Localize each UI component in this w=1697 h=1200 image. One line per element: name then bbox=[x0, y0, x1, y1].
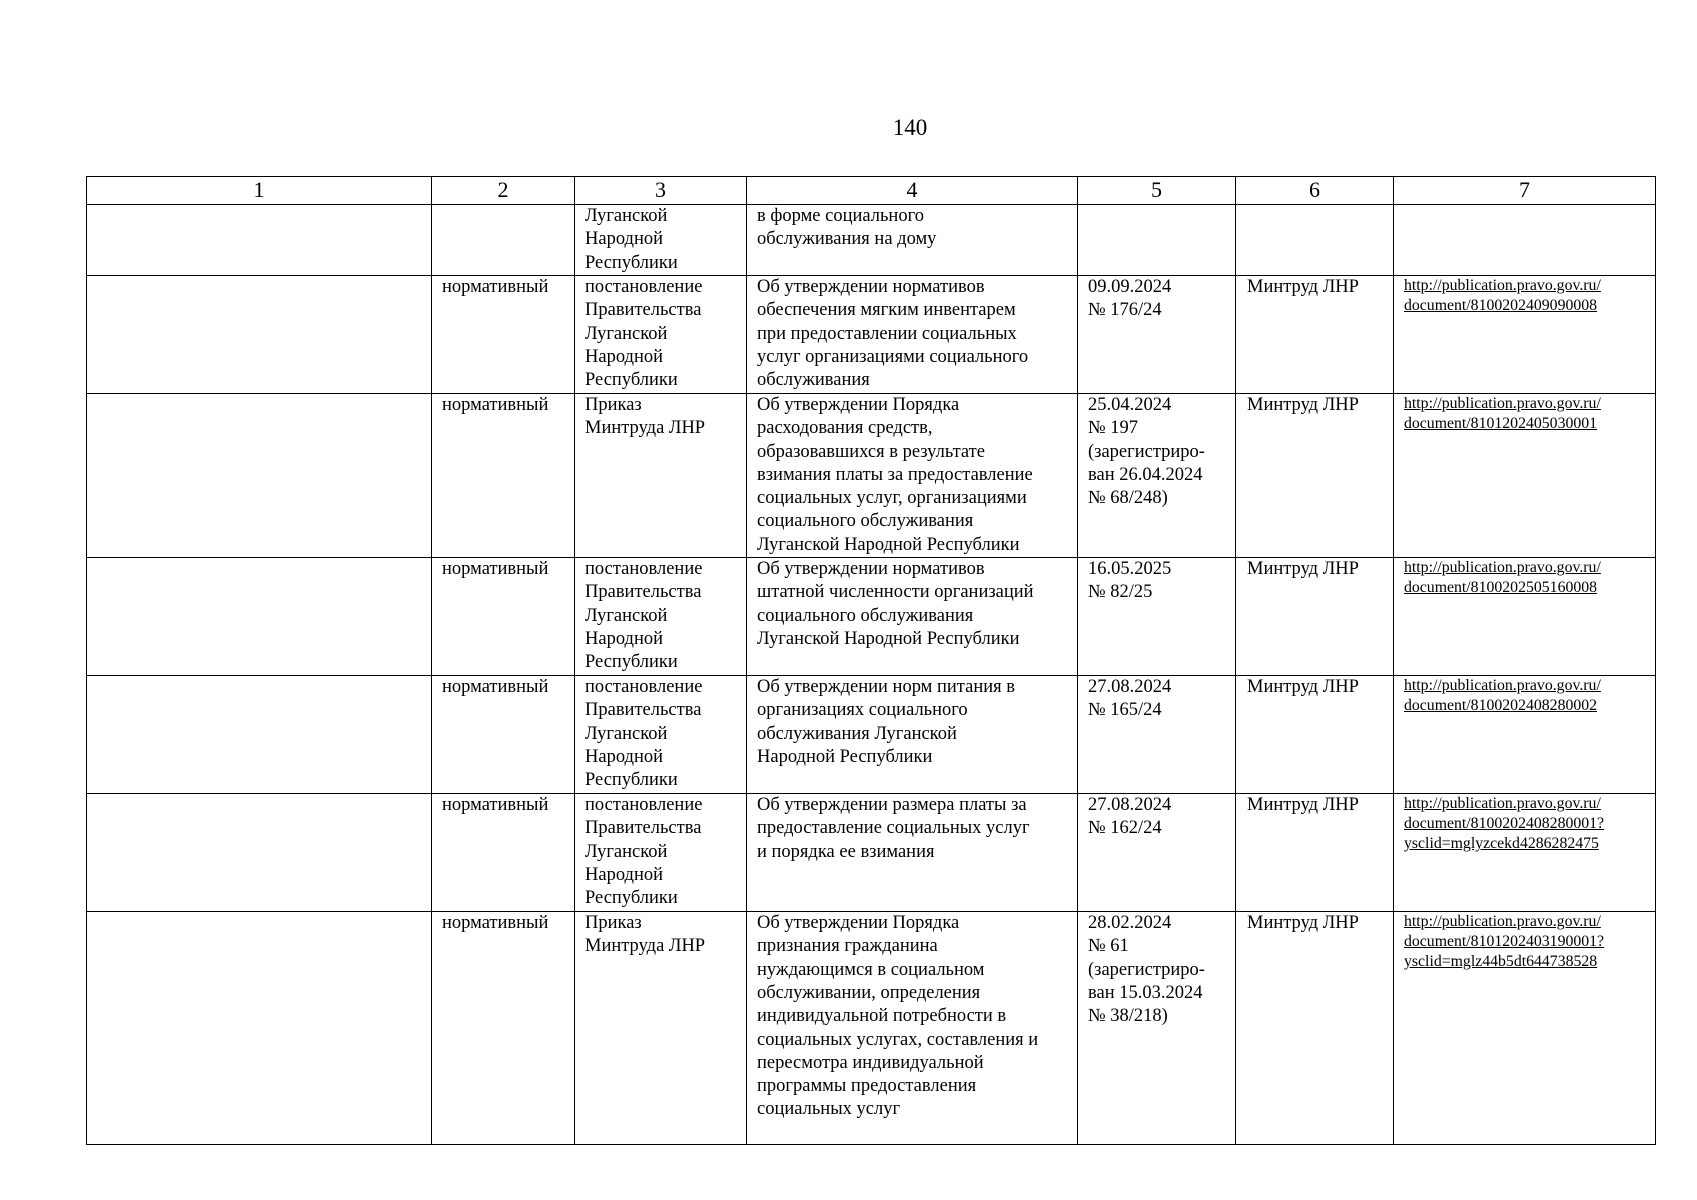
cell-link bbox=[1394, 394, 1656, 558]
cell-act-date-number: 27.08.2024 № 162/24 bbox=[1078, 794, 1236, 912]
cell-act-type: постановление Правительства Луганской Народной Республики bbox=[575, 558, 747, 676]
cell-authority bbox=[1236, 205, 1394, 276]
cell-act-kind bbox=[432, 205, 575, 276]
cell-col1 bbox=[87, 558, 432, 676]
cell-act-date-number: 16.05.2025 № 82/25 bbox=[1078, 558, 1236, 676]
cell-act-date-number: 28.02.2024 № 61 (зарегистриро- ван 15.03.2024 № 38/218) bbox=[1078, 912, 1236, 1145]
cell-act-title: Об утверждении Порядка признания гражданина нуждающимся в социальном обслуживании, определения индивидуальной потребности в социальных услугах, составления и пересмотра индивидуальной программы предоставления социальных услуг bbox=[747, 912, 1078, 1145]
publication-link[interactable]: http://publication.pravo.gov.ru/ document/8101202405030001 bbox=[1404, 395, 1601, 432]
cell-act-date-number: 09.09.2024 № 176/24 bbox=[1078, 276, 1236, 394]
cell-act-type: постановление Правительства Луганской Народной Республики bbox=[575, 794, 747, 912]
cell-link bbox=[1394, 794, 1656, 912]
table-row bbox=[87, 394, 1656, 558]
cell-col1 bbox=[87, 205, 432, 276]
column-header-1: 1 bbox=[87, 177, 432, 205]
cell-authority: Минтруд ЛНР bbox=[1236, 558, 1394, 676]
page-number: 140 bbox=[892, 115, 928, 140]
table-row bbox=[87, 912, 1656, 1145]
cell-col1 bbox=[87, 276, 432, 394]
cell-act-title: Об утверждении Порядка расходования средств, образовавшихся в результате взимания платы за предоставление социальных услуг, организациями социального обслуживания Луганской Народной Республики bbox=[747, 394, 1078, 558]
cell-act-type: Приказ Минтруда ЛНР bbox=[575, 394, 747, 558]
cell-link bbox=[1394, 205, 1656, 276]
cell-col1 bbox=[87, 676, 432, 794]
column-header-7: 7 bbox=[1394, 177, 1656, 205]
cell-act-kind: нормативный bbox=[432, 912, 575, 1145]
column-header-3: 3 bbox=[575, 177, 747, 205]
table-row bbox=[87, 794, 1656, 912]
legal-acts-table bbox=[86, 176, 1656, 1145]
cell-act-type: постановление Правительства Луганской Народной Республики bbox=[575, 676, 747, 794]
table-row bbox=[87, 558, 1656, 676]
cell-act-title: Об утверждении норм питания в организациях социального обслуживания Луганской Народной Республики bbox=[747, 676, 1078, 794]
table-row bbox=[87, 205, 1656, 276]
cell-act-kind: нормативный bbox=[432, 558, 575, 676]
column-header-6: 6 bbox=[1236, 177, 1394, 205]
cell-authority: Минтруд ЛНР bbox=[1236, 676, 1394, 794]
publication-link[interactable]: http://publication.pravo.gov.ru/ document/8100202505160008 bbox=[1404, 559, 1601, 597]
cell-link bbox=[1394, 558, 1656, 676]
publication-link[interactable]: http://publication.pravo.gov.ru/ document/8100202408280002 bbox=[1404, 677, 1601, 715]
cell-link bbox=[1394, 912, 1656, 1145]
cell-act-type: постановление Правительства Луганской Народной Республики bbox=[575, 276, 747, 394]
cell-col1 bbox=[87, 794, 432, 912]
cell-authority: Минтруд ЛНР bbox=[1236, 794, 1394, 912]
cell-authority: Минтруд ЛНР bbox=[1236, 276, 1394, 394]
column-header-5: 5 bbox=[1078, 177, 1236, 205]
cell-col1 bbox=[87, 394, 432, 558]
cell-act-kind: нормативный bbox=[432, 394, 575, 558]
cell-act-date-number: 27.08.2024 № 165/24 bbox=[1078, 676, 1236, 794]
publication-link[interactable]: http://publication.pravo.gov.ru/ document/8100202408280001? ysclid=mglyzcekd4286282475 bbox=[1404, 795, 1605, 853]
cell-act-date-number: 25.04.2024 № 197 (зарегистриро- ван 26.04.2024 № 68/248) bbox=[1078, 394, 1236, 558]
table-row bbox=[87, 276, 1656, 394]
cell-link bbox=[1394, 676, 1656, 794]
publication-link[interactable]: http://publication.pravo.gov.ru/ document/8101202403190001? ysclid=mglz44b5dt644738528 bbox=[1404, 913, 1605, 971]
column-header-2: 2 bbox=[432, 177, 575, 205]
cell-authority: Минтруд ЛНР bbox=[1236, 394, 1394, 558]
cell-act-kind: нормативный bbox=[432, 676, 575, 794]
cell-act-kind: нормативный bbox=[432, 276, 575, 394]
cell-link bbox=[1394, 276, 1656, 394]
cell-act-kind: нормативный bbox=[432, 794, 575, 912]
cell-act-date-number bbox=[1078, 205, 1236, 276]
cell-act-type: Луганской Народной Республики bbox=[575, 205, 747, 276]
cell-act-title: Об утверждении размера платы за предоставление социальных услуг и порядка ее взимания bbox=[747, 794, 1078, 912]
publication-link[interactable]: http://publication.pravo.gov.ru/ document/8100202409090008 bbox=[1404, 277, 1601, 314]
cell-act-type: Приказ Минтруда ЛНР bbox=[575, 912, 747, 1145]
cell-act-title: в форме социального обслуживания на дому bbox=[747, 205, 1078, 276]
cell-act-title: Об утверждении нормативов штатной численности организаций социального обслуживания Луганской Народной Республики bbox=[747, 558, 1078, 676]
table-header-row bbox=[87, 177, 1656, 205]
cell-col1 bbox=[87, 912, 432, 1145]
column-header-4: 4 bbox=[747, 177, 1078, 205]
cell-authority: Минтруд ЛНР bbox=[1236, 912, 1394, 1145]
table-row bbox=[87, 676, 1656, 794]
cell-act-title: Об утверждении нормативов обеспечения мягким инвентарем при предоставлении социальных услуг организациями социального обслуживания bbox=[747, 276, 1078, 394]
